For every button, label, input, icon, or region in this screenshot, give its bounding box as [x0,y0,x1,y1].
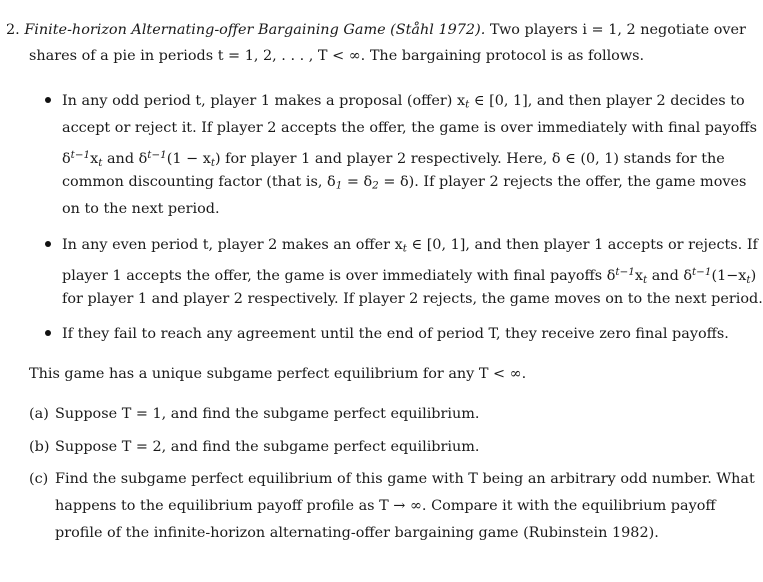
subscript: t [642,273,648,286]
problem-title: Finite-horizon Alternating-offer Bargaining Game (Ståhl 1972). [24,22,486,38]
part-label: (b) [29,439,50,455]
part-text: happens to the equilibrium payoff profile as T → ∞. Compare it with the equilibrium payoff [55,498,716,514]
text-run: common discounting factor (that is, δ [62,174,336,190]
bullet-line [62,236,758,258]
superscript: t−1 [692,266,712,278]
text-run: accept or reject it. If player 2 accepts the offer, the game is over immediately with final payoffs [62,120,757,136]
bullet-line [62,173,746,195]
superscript: t−1 [615,266,635,278]
text-run: x [634,268,643,285]
text-run: In any odd period t, player 1 makes a proposal (offer) x [62,93,466,109]
problem-number: 2. [6,22,20,38]
bullet-line [62,263,756,289]
part-text: profile of the infinite-horizon alternating-offer bargaining game (Rubinstein 1982). [55,525,659,541]
bullet-line [62,325,729,343]
text-run: (1 − x [166,151,211,168]
text-run: ) for player 1 and player 2 respectively. Here, δ ∈ (0, 1) stands for the [214,151,725,168]
bullet-line [62,119,757,137]
problem-intro-a: Two players i = 1, 2 negotiate over [489,22,746,38]
subscript: 2 [372,179,379,192]
text-run: In any even period t, player 2 makes an offer x [62,237,403,253]
bullet-dot [45,97,51,103]
text-run: x [90,151,99,168]
text-run: ∈ [0, 1], and then player 1 accepts or rejects. If [406,237,758,253]
text-run: and δ [102,151,148,168]
superscript: t−1 [147,149,167,161]
text-run: = δ [342,174,373,190]
text-run: = δ). If player 2 rejects the offer, the game moves [378,174,747,190]
superscript: t−1 [70,149,91,161]
bullet-line [62,200,220,218]
text-run: ∈ [0, 1], and then player 2 decides to [469,93,745,109]
text-run: (1−x [711,268,747,285]
part-text: Find the subgame perfect equilibrium of this game with T being an arbitrary odd number. What [55,471,755,487]
part-label: (a) [29,406,49,422]
subscript: t [98,156,103,169]
bullet-line [62,92,745,114]
bullet-line [62,290,763,308]
problem-intro-b: shares of a pie in periods t = 1, 2, . . . , T < ∞. The bargaining protocol is as follows. [29,48,645,64]
bullet-line [62,146,725,172]
text-run: and δ [647,268,693,285]
subscript: t [402,242,407,255]
subscript: t [210,156,215,169]
subscript: t [465,98,470,111]
part-text: Suppose T = 2, and find the subgame perfect equilibrium. [55,439,480,455]
text-run: on to the next period. [62,201,220,217]
problem-header [6,21,746,39]
part-label: (c) [29,471,49,487]
text-run: δ [62,151,71,168]
text-run: for player 1 and player 2 respectively. If player 2 rejects, the game moves on to the next period. [62,291,763,307]
subscript: 1 [335,179,343,192]
bullet-dot [45,330,51,336]
part-text: Suppose T = 1, and find the subgame perfect equilibrium. [55,406,480,422]
text-run: ) [750,268,757,285]
bullet-dot [45,241,51,247]
text-run: If they fail to reach any agreement until the end of period T, they receive zero final payoffs. [62,326,729,342]
subscript: t [746,273,751,286]
text-run: player 1 accepts the offer, the game is over immediately with final payoffs δ [62,268,616,285]
uniqueness-statement: This game has a unique subgame perfect equilibrium for any T < ∞. [29,366,527,382]
